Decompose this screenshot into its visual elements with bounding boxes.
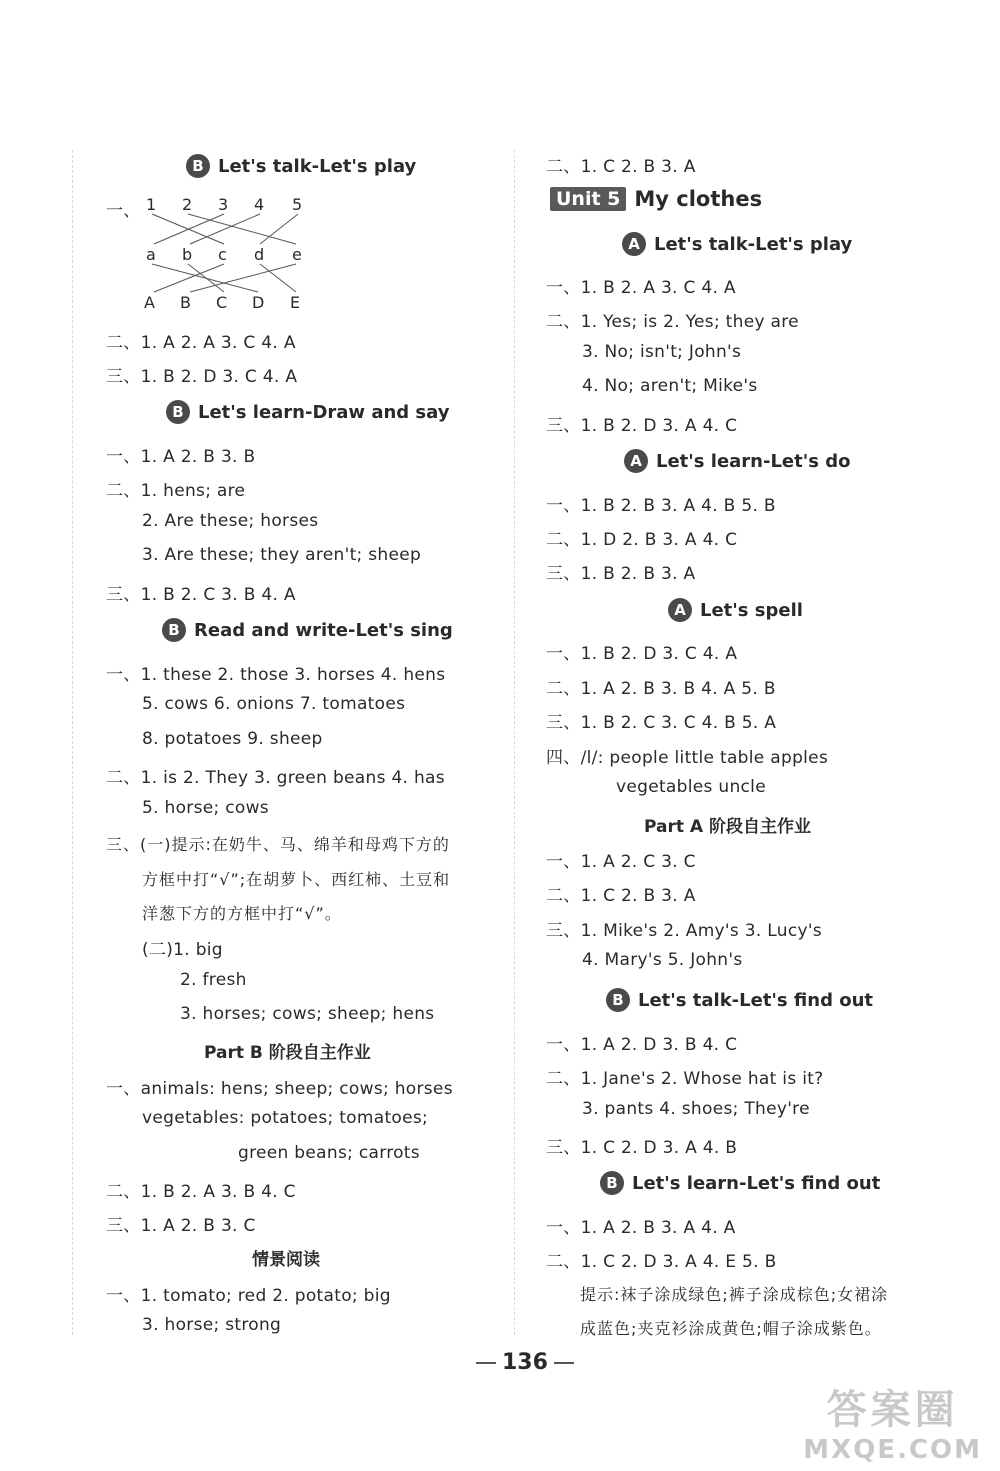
answer-line: 三、1. B 2. D 3. A 4. C xyxy=(546,416,738,436)
answer-line: 三、1. A 2. B 3. C xyxy=(106,1216,256,1236)
answer-line: 四、/l/: people little table apples xyxy=(546,748,829,768)
part-heading: 情景阅读 xyxy=(252,1250,320,1270)
part-heading: Part A 阶段自主作业 xyxy=(644,817,811,837)
answer-line: 二、1. C 2. B 3. A xyxy=(546,157,696,177)
match-lower-letter: c xyxy=(218,245,227,264)
match-upper-letter: D xyxy=(252,293,265,312)
page-number xyxy=(470,1350,580,1375)
answer-line: 二、1. B 2. A 3. B 4. C xyxy=(106,1182,296,1202)
hint-line: 三、(一)提示:在奶牛、马、绵羊和母鸡下方的 xyxy=(106,835,450,854)
answer-line: 三、1. C 2. D 3. A 4. B xyxy=(546,1138,738,1158)
answer-line: 三、1. B 2. C 3. C 4. B 5. A xyxy=(546,713,777,733)
answer-line: 一、1. B 2. A 3. C 4. A xyxy=(546,278,736,298)
answer-line: 4. Mary's 5. John's xyxy=(582,950,743,970)
page-number-dash xyxy=(476,1362,496,1364)
watermark xyxy=(803,1378,982,1465)
match-lower-letter: a xyxy=(146,245,156,264)
answer-line: 一、1. A 2. B 3. B xyxy=(106,447,256,467)
section-badge: B xyxy=(186,154,210,178)
answer-line: 3. Are these; they aren't; sheep xyxy=(142,545,422,565)
answer-line: 2. fresh xyxy=(180,970,247,990)
column-divider-left xyxy=(72,150,73,1335)
match-lower-letter: d xyxy=(254,245,265,264)
unit-title: My clothes xyxy=(634,187,763,211)
section-heading xyxy=(600,1171,880,1195)
answer-line: 二、1. A 2. A 3. C 4. A xyxy=(106,333,296,353)
hint-line: 方框中打“√”;在胡萝卜、西红柿、土豆和 xyxy=(142,870,451,889)
answer-line: 二、1. hens; are xyxy=(106,481,246,501)
answer-line: 二、1. C 2. D 3. A 4. E 5. B xyxy=(546,1252,777,1272)
answer-line: 3. horses; cows; sheep; hens xyxy=(180,1004,435,1024)
answer-line: 5. cows 6. onions 7. tomatoes xyxy=(142,694,406,714)
section-badge: B xyxy=(606,988,630,1012)
hint-line: 提示:袜子涂成绿色;裤子涂成棕色;女裙涂 xyxy=(580,1285,889,1304)
section-badge: A xyxy=(668,598,692,622)
section-title: Read and write-Let's sing xyxy=(194,619,453,641)
question-label: 一、 xyxy=(106,201,141,221)
answer-line: 一、1. B 2. B 3. A 4. B 5. B xyxy=(546,496,776,516)
match-number: 5 xyxy=(292,195,303,214)
answer-line: 三、1. B 2. B 3. A xyxy=(546,564,696,584)
answer-line: vegetables: potatoes; tomatoes; xyxy=(142,1108,429,1128)
section-heading xyxy=(186,154,416,178)
match-number: 4 xyxy=(254,195,265,214)
watermark-logo-text: 答案圈 xyxy=(826,1387,959,1433)
answer-line: 3. horse; strong xyxy=(142,1315,282,1335)
answer-line: 3. No; isn't; John's xyxy=(582,342,742,362)
column-divider-middle xyxy=(514,150,515,1335)
section-title: Let's learn-Let's do xyxy=(656,450,851,472)
answer-line: 三、1. Mike's 2. Amy's 3. Lucy's xyxy=(546,921,822,941)
match-upper-letter: A xyxy=(144,293,155,312)
section-title: Let's spell xyxy=(700,599,803,621)
match-lower xyxy=(146,245,302,264)
part-heading: Part B 阶段自主作业 xyxy=(204,1043,371,1063)
section-badge: B xyxy=(166,400,190,424)
section-title: Let's talk-Let's play xyxy=(654,233,853,255)
answer-line: 2. Are these; horses xyxy=(142,511,319,531)
page-number-text: 136 xyxy=(502,1350,548,1375)
section-heading xyxy=(622,232,852,256)
match-number: 1 xyxy=(146,195,157,214)
answer-line: 一、1. these 2. those 3. horses 4. hens xyxy=(106,665,446,685)
section-badge: A xyxy=(622,232,646,256)
match-upper xyxy=(144,293,300,312)
unit-heading xyxy=(550,187,762,211)
section-title: Let's learn-Draw and say xyxy=(198,401,450,423)
page-number-dash xyxy=(554,1362,574,1364)
answer-line: (二)1. big xyxy=(142,940,223,960)
match-upper-letter: B xyxy=(180,293,191,312)
answer-line: 二、1. A 2. B 3. B 4. A 5. B xyxy=(546,679,776,699)
match-number: 2 xyxy=(182,195,193,214)
section-heading xyxy=(166,400,449,424)
answer-line: 二、1. is 2. They 3. green beans 4. has xyxy=(106,768,445,788)
answer-line: 3. pants 4. shoes; They're xyxy=(582,1099,810,1119)
section-heading xyxy=(606,988,873,1012)
answer-line: 一、1. A 2. B 3. A 4. A xyxy=(546,1218,736,1238)
answer-line: vegetables uncle xyxy=(616,777,766,797)
match-lower-letter: b xyxy=(182,245,193,264)
watermark-url: MXQE.COM xyxy=(803,1435,982,1465)
answer-line: 二、1. C 2. B 3. A xyxy=(546,886,696,906)
match-upper-letter: C xyxy=(216,293,228,312)
section-title: Let's talk-Let's play xyxy=(218,155,417,177)
answer-line: 一、1. B 2. D 3. C 4. A xyxy=(546,644,738,664)
match-lower-letter: e xyxy=(292,245,302,264)
answer-line: 一、animals: hens; sheep; cows; horses xyxy=(106,1079,453,1099)
match-upper-letter: E xyxy=(290,293,301,312)
answer-line: 二、1. D 2. B 3. A 4. C xyxy=(546,530,738,550)
match-numbers xyxy=(146,195,302,214)
section-badge: B xyxy=(162,618,186,642)
section-title: Let's learn-Let's find out xyxy=(632,1172,881,1194)
section-title: Let's talk-Let's find out xyxy=(638,989,874,1011)
answer-line: 4. No; aren't; Mike's xyxy=(582,376,758,396)
match-number: 3 xyxy=(218,195,229,214)
section-heading xyxy=(624,449,850,473)
hint-line: 洋葱下方的方框中打“√”。 xyxy=(142,904,342,923)
section-heading xyxy=(162,618,453,642)
answer-line: 一、1. A 2. C 3. C xyxy=(546,852,696,872)
section-heading xyxy=(668,598,803,622)
unit-tag: Unit 5 xyxy=(550,187,626,211)
answer-line: 一、1. A 2. D 3. B 4. C xyxy=(546,1035,738,1055)
answer-line: 8. potatoes 9. sheep xyxy=(142,729,323,749)
hint-line: 成蓝色;夹克衫涂成黄色;帽子涂成紫色。 xyxy=(580,1319,882,1338)
section-badge: B xyxy=(600,1171,624,1195)
answer-line: 三、1. B 2. C 3. B 4. A xyxy=(106,585,296,605)
answer-line: 一、1. tomato; red 2. potato; big xyxy=(106,1286,391,1306)
answer-line: 5. horse; cows xyxy=(142,798,269,818)
answer-line: 二、1. Yes; is 2. Yes; they are xyxy=(546,312,799,332)
answer-line: 三、1. B 2. D 3. C 4. A xyxy=(106,367,298,387)
answer-line: green beans; carrots xyxy=(238,1143,420,1163)
section-badge: A xyxy=(624,449,648,473)
answer-line: 二、1. Jane's 2. Whose hat is it? xyxy=(546,1069,824,1089)
